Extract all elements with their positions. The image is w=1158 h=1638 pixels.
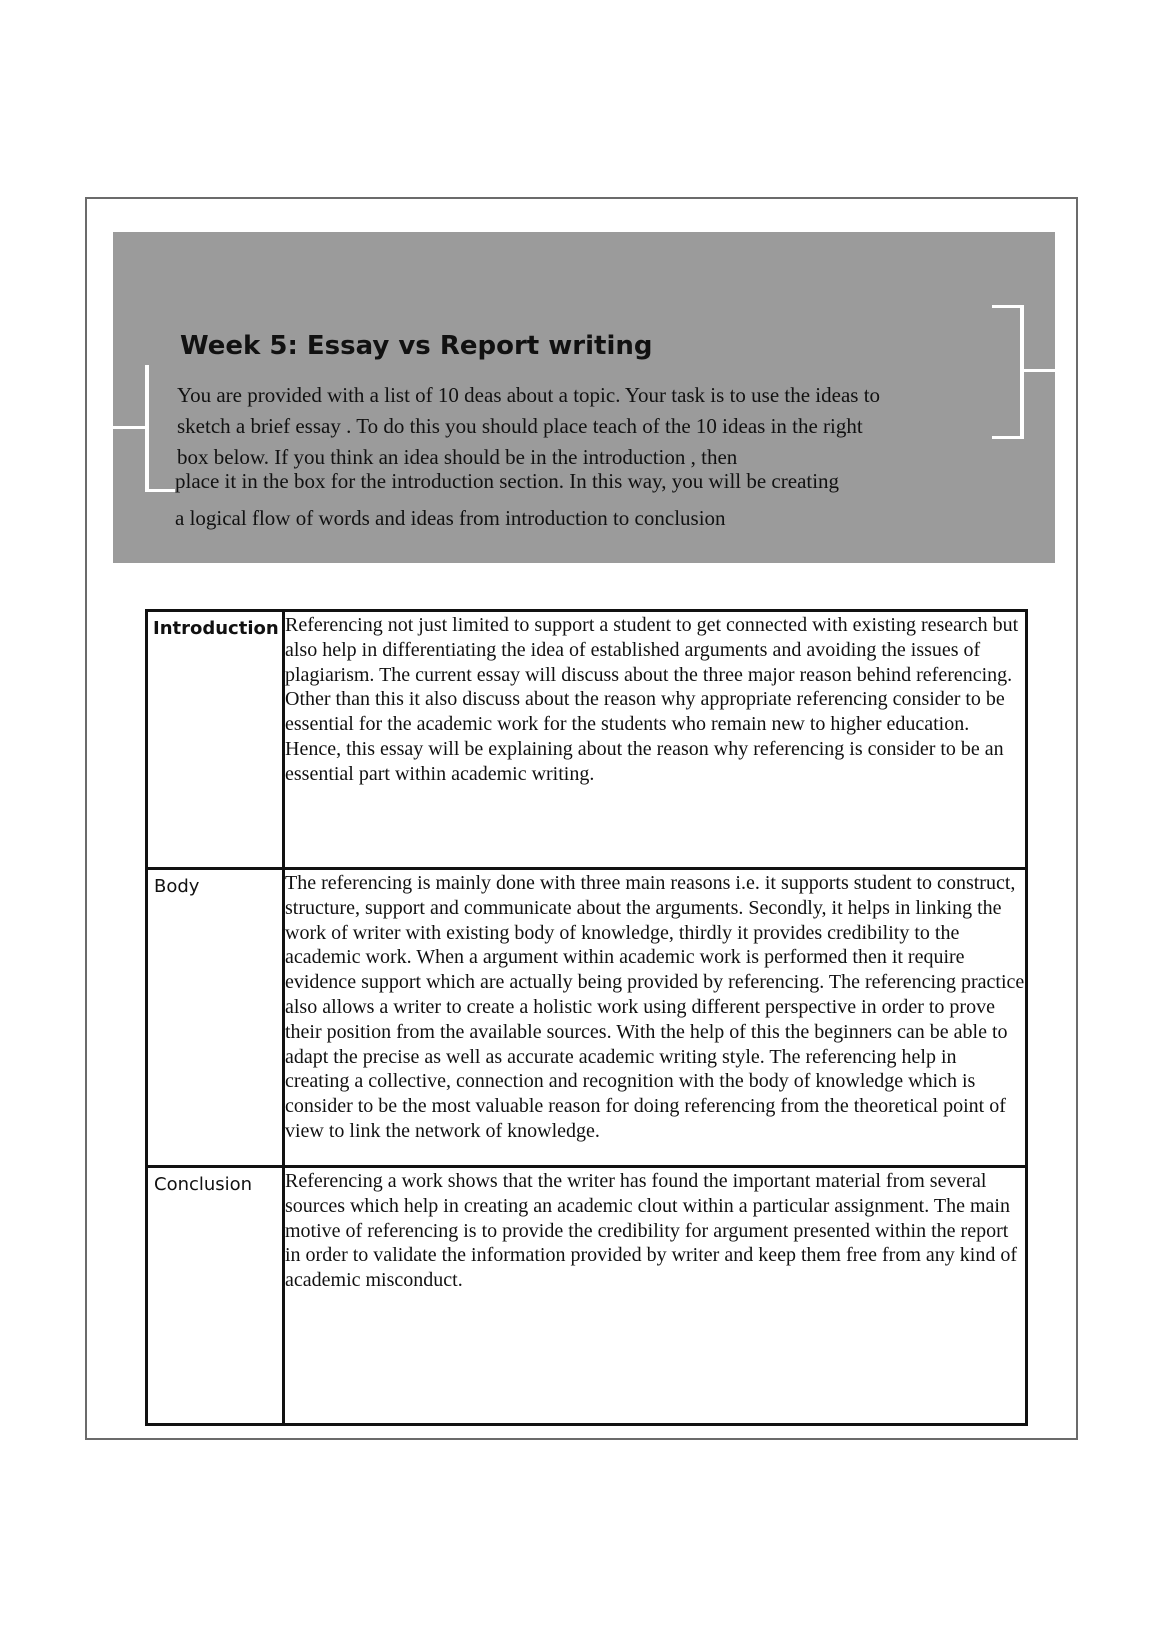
conclusion-text[interactable]: Referencing a work shows that the writer has found the important material from several sources which help in creating an academic clout within a particular assignment. The main motive of referencing is to provide the credibility for argument presented within the report in order to validate the information provided by writer and keep them free from any kind of academic misconduct. xyxy=(284,1167,1027,1425)
instruction-line-3: box below. If you think an idea should be in the introduction , then xyxy=(177,445,738,469)
conclusion-label: Conclusion xyxy=(147,1167,284,1425)
table-row xyxy=(147,611,1027,869)
table-row xyxy=(147,869,1027,1167)
introduction-text[interactable]: Referencing not just limited to support a student to get connected with existing research but also help in differentiating the idea of established arguments and avoiding the issues of plagiarism. The current essay will discuss about the three major reason behind referencing. Other than this it also discuss about the reason why appropriate referencing consider to be essential for the academic work for the students who remain new to higher education. Hence, this essay will be explaining about the reason why referencing is consider to be an essential part within academic writing. xyxy=(284,611,1027,869)
right-bracket-decoration xyxy=(992,305,1024,439)
left-bracket-foot xyxy=(145,489,175,492)
right-bracket-stub xyxy=(1024,369,1055,372)
body-text[interactable]: The referencing is mainly done with three main reasons i.e. it supports student to construct, structure, support and communicate about the arguments. Secondly, it helps in linking the work of writer with existing body of knowledge, thirdly it provides credibility to the academic work. When a argument within academic work is performed then it require evidence support which are actually being provided by referencing. The referencing practice also allows a writer to create a holistic work using different perspective in order to prove their position from the available sources. With the help of this the beginners can be able to adapt the precise as well as accurate academic writing style. The referencing help in creating a collective, connection and recognition with the body of knowledge which is consider to be the most valuable reason for doing referencing from the theoretical point of view to link the network of knowledge. xyxy=(284,869,1027,1167)
instruction-line-1: You are provided with a list of 10 deas about a topic. Your task is to use the ideas to xyxy=(177,383,881,407)
instruction-line-5: a logical flow of words and ideas from introduction to conclusion xyxy=(175,506,726,530)
body-label: Body xyxy=(147,869,284,1167)
instruction-line-2: sketch a brief essay . To do this you should place teach of the 10 ideas in the right xyxy=(177,414,863,438)
table-row xyxy=(147,1167,1027,1425)
instruction-line-4: place it in the box for the introduction section. In this way, you will be creating xyxy=(175,469,840,493)
essay-structure-table xyxy=(145,609,1028,1426)
page-title: Week 5: Essay vs Report writing xyxy=(180,331,653,361)
left-bracket-stub xyxy=(113,426,147,429)
introduction-label: Introduction xyxy=(147,611,284,869)
